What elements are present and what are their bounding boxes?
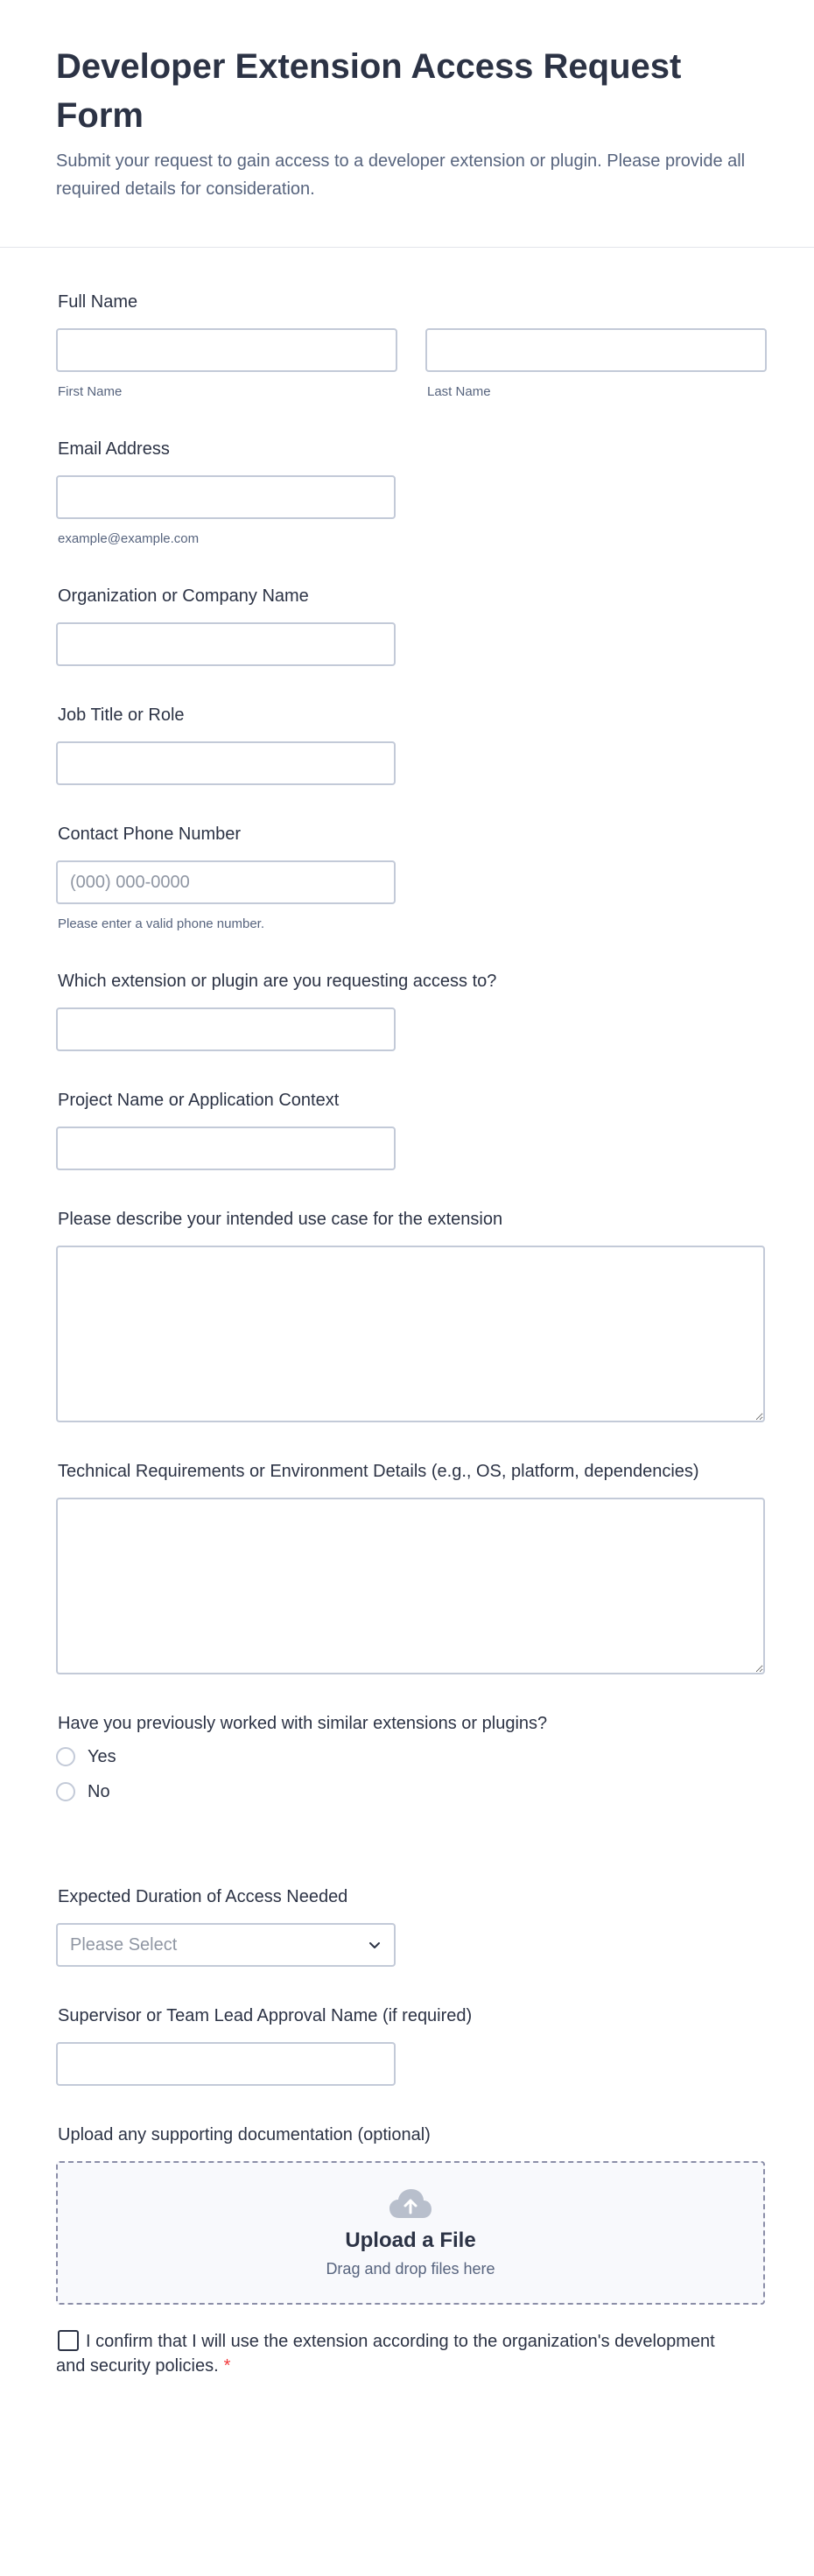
full-name-label: Full Name [58,292,138,312]
radio-no[interactable] [56,1782,75,1801]
field-tech-requirements [56,1461,765,1674]
form-header [0,0,814,248]
form-title: Developer Extension Access Request Form [56,47,682,135]
cloud-upload-icon [389,2188,432,2220]
radio-yes-label: Yes [88,1746,116,1766]
extension-label: Which extension or plugin are you requesting access to? [58,972,497,991]
field-project [56,1090,396,1170]
organization-label: Organization or Company Name [58,586,309,606]
use-case-label: Please describe your intended use case for the extension [58,1210,503,1229]
required-asterisk: * [223,2356,231,2376]
chevron-down-icon [368,1938,382,1952]
field-previous-experience [56,1713,547,1809]
phone-label: Contact Phone Number [58,825,242,844]
field-upload [56,2124,765,2305]
radio-no-label: No [88,1781,110,1801]
job-title-input[interactable] [56,741,396,785]
phone-sublabel: Please enter a valid phone number. [58,916,264,931]
upload-label: Upload any supporting documentation (optional) [58,2125,431,2144]
radio-option-yes[interactable] [56,1739,547,1774]
email-input[interactable] [56,475,396,519]
email-sublabel: example@example.com [58,531,200,546]
project-label: Project Name or Application Context [58,1091,340,1110]
field-phone [56,824,396,932]
radio-yes[interactable] [56,1747,75,1766]
form-description: Submit your request to gain access to a developer extension or plugin. Please provide all required details for consideration. [56,151,746,199]
field-use-case [56,1209,765,1422]
supervisor-label: Supervisor or Team Lead Approval Name (if required) [58,2006,473,2025]
file-upload-dropzone[interactable] [56,2161,765,2305]
last-name-sublabel: Last Name [427,384,491,399]
duration-label: Expected Duration of Access Needed [58,1887,348,1906]
project-input[interactable] [56,1127,396,1170]
consent-checkbox[interactable] [58,2330,79,2351]
consent-statement [56,2329,739,2378]
form-body [0,248,814,2576]
previous-experience-label: Have you previously worked with similar extensions or plugins? [58,1714,548,1733]
field-consent [56,2329,739,2378]
organization-input[interactable] [56,622,396,666]
last-name-input[interactable] [425,328,767,372]
consent-text: I confirm that I will use the extension according to the organization's development and security policies. [56,2332,715,2376]
field-job-title [56,705,396,785]
tech-requirements-label: Technical Requirements or Environment Details (e.g., OS, platform, dependencies) [58,1462,699,1481]
field-full-name [56,291,767,400]
radio-option-no[interactable] [56,1774,547,1809]
field-supervisor [56,2005,472,2086]
field-extension [56,971,496,1051]
phone-input[interactable] [56,860,396,904]
upload-title: Upload a File [345,2228,476,2252]
upload-subtitle: Drag and drop files here [326,2259,495,2278]
supervisor-input[interactable] [56,2042,396,2086]
use-case-textarea[interactable] [56,1246,765,1422]
tech-requirements-textarea[interactable] [56,1498,765,1674]
field-organization [56,586,396,666]
first-name-sublabel: First Name [58,384,123,399]
field-email [56,439,396,547]
job-title-label: Job Title or Role [58,705,185,725]
email-label: Email Address [58,439,170,459]
duration-select-value: Please Select [70,1934,178,1955]
field-duration [56,1886,396,1967]
first-name-input[interactable] [56,328,397,372]
duration-select[interactable] [56,1923,396,1967]
extension-input[interactable] [56,1007,396,1051]
